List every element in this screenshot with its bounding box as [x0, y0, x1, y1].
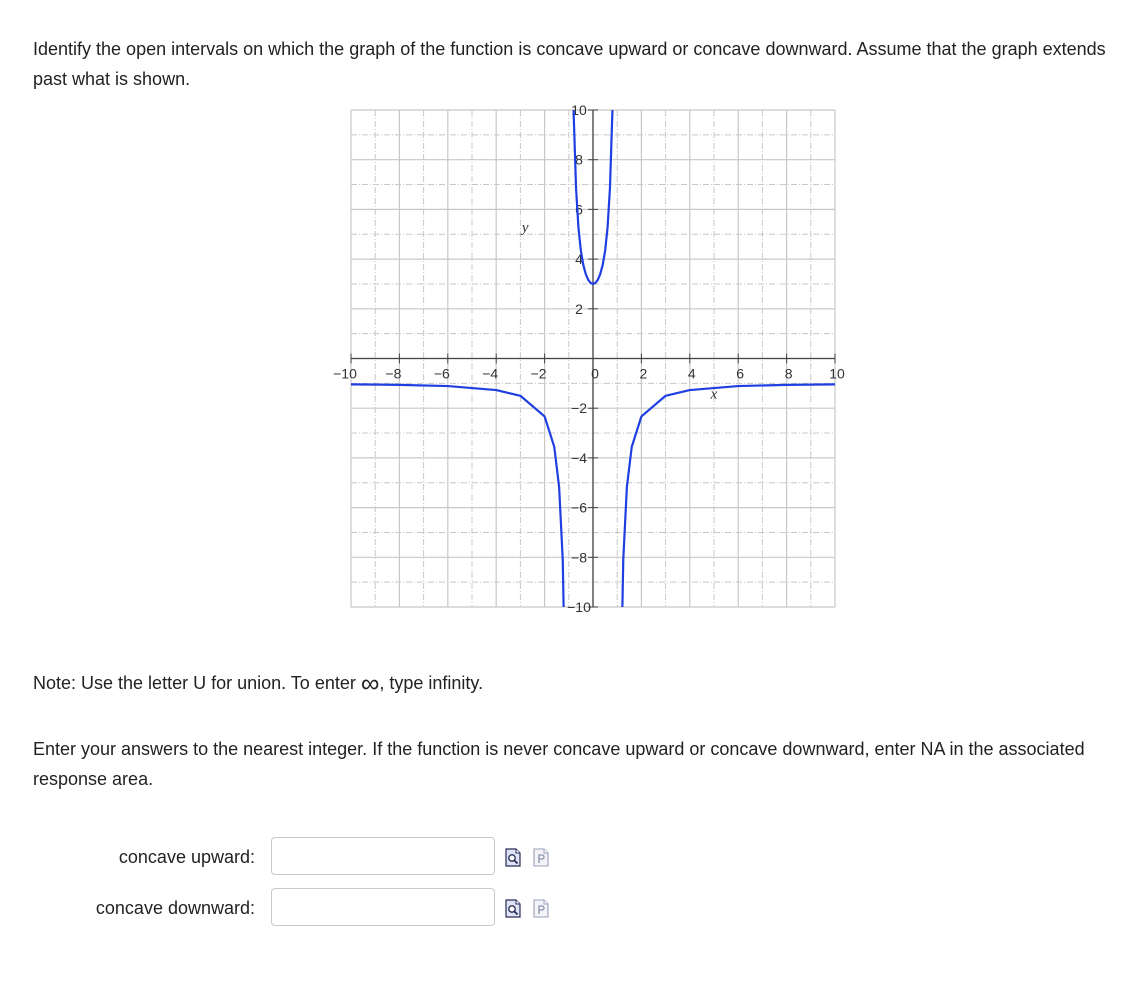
y-tick-label: −6 [571, 499, 587, 516]
x-tick-label: 8 [784, 365, 793, 382]
y-tick-label: −10 [567, 599, 591, 615]
x-tick-label: 4 [687, 365, 696, 382]
y-tick-label: 8 [575, 151, 583, 168]
question-prompt: Identify the open intervals on which the graph of the function is concave upward or concave downward. Assume that the graph extends past what is shown. [33, 39, 1106, 89]
x-tick-label: −4 [482, 365, 499, 382]
concave-downward-input[interactable] [271, 888, 495, 926]
x-tick-label: −10 [333, 365, 357, 382]
instructions-text: Enter your answers to the nearest integer. If the function is never concave upward or concave downward, enter NA in the associated response area. [33, 739, 1085, 789]
x-tick-label: 6 [736, 365, 745, 382]
preview-icon[interactable] [505, 848, 521, 867]
x-axis-label: x [710, 386, 718, 403]
palette-icon[interactable] [533, 848, 549, 867]
x-tick-label: 10 [829, 365, 845, 382]
x-tick-label: 2 [639, 365, 648, 382]
infinity-symbol: ∞ [360, 668, 380, 698]
x-tick-label: −2 [530, 365, 547, 382]
y-tick-label: −2 [571, 400, 587, 417]
y-tick-label: −8 [571, 549, 587, 566]
answer-row-concave-upward [0, 837, 600, 877]
graph-svg [330, 100, 850, 620]
curve-branch-3 [620, 384, 835, 761]
y-tick-label: 6 [575, 201, 583, 218]
y-tick-label: 4 [575, 251, 583, 268]
y-tick-label: −4 [571, 449, 587, 466]
concave-downward-label: concave downward: [95, 898, 255, 918]
y-axis-label: y [521, 219, 529, 236]
preview-icon[interactable] [505, 899, 521, 918]
curve-branch-1 [351, 384, 566, 761]
function-graph [330, 100, 850, 620]
answer-row-concave-downward [0, 888, 600, 928]
y-tick-label: 10 [571, 102, 587, 118]
concave-upward-input[interactable] [271, 837, 495, 875]
palette-icon[interactable] [533, 899, 549, 918]
x-tick-label: −8 [385, 365, 402, 382]
concave-upward-label: concave upward: [118, 847, 255, 867]
note-text [33, 668, 483, 698]
y-tick-label: 2 [575, 300, 583, 317]
note-suffix: , type infinity. [379, 673, 484, 693]
note-prefix: Note: Use the letter U for union. To enter [33, 673, 361, 693]
x-tick-label: 0 [591, 365, 599, 382]
x-tick-label: −6 [433, 365, 450, 382]
